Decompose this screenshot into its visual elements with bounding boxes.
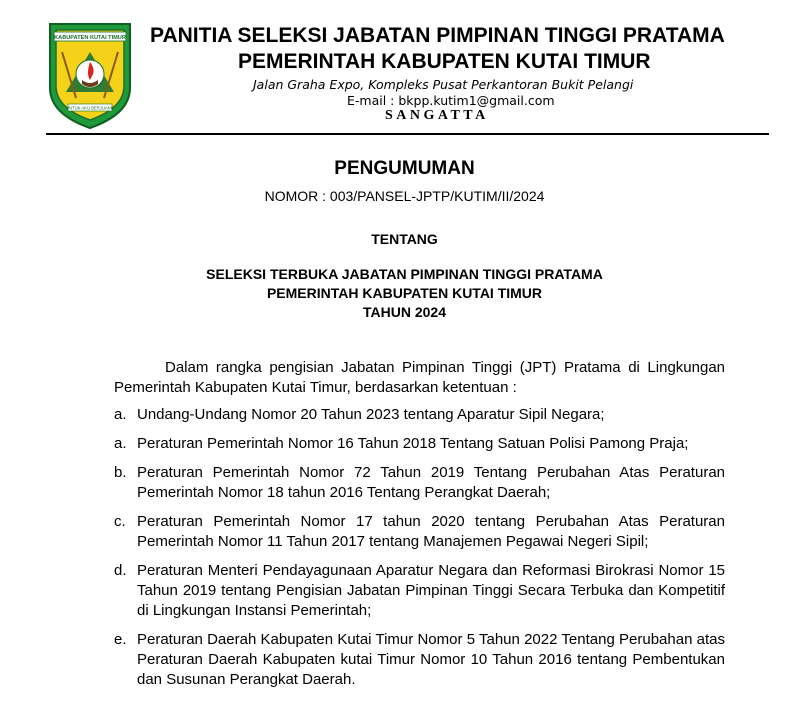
subject-line: PEMERINTAH KABUPATEN KUTAI TIMUR — [266, 285, 543, 301]
org-name-line1: PANITIA SELEKSI JABATAN PIMPINAN TINGGI PRATAMA — [150, 24, 725, 47]
kutai-timur-regency-emblem-icon — [46, 18, 134, 130]
list-item — [114, 405, 725, 425]
list-item-text: Peraturan Menteri Pendayagunaan Aparatur Negara dan Reformasi Birokrasi Nomor 15 Tahun 2019 tentang Pengisian Jabatan Pimpinan Tinggi Secara Terbuka dan Kompetitif di Lingkungan Instansi Pemerintah; — [137, 562, 725, 619]
list-marker: b. — [114, 464, 127, 481]
list-item-text: Undang-Undang Nomor 20 Tahun 2023 tentang Aparatur Sipil Negara; — [137, 406, 605, 423]
list-marker: e. — [114, 631, 127, 648]
list-marker: d. — [114, 562, 127, 579]
subject-line: SELEKSI TERBUKA JABATAN PIMPINAN TINGGI PRATAMA — [206, 266, 603, 282]
list-item-text: Peraturan Pemerintah Nomor 16 Tahun 2018 Tentang Satuan Polisi Pamong Praja; — [137, 435, 689, 452]
list-marker: a. — [114, 406, 127, 423]
list-item-text: Peraturan Daerah Kabupaten Kutai Timur Nomor 5 Tahun 2022 Tentang Perubahan atas Peraturan Daerah Kabupaten kutai Timur Nomor 10 Tahun 2016 tentang Pembentukan dan Susunan Perangkat Daerah. — [137, 631, 725, 688]
svg-text:KABUPATEN KUTAI TIMUR: KABUPATEN KUTAI TIMUR — [54, 35, 126, 41]
list-marker: a. — [114, 435, 127, 452]
list-item — [114, 463, 725, 503]
list-item — [114, 630, 725, 690]
svg-text:UNTUK AKU BERJUANG: UNTUK AKU BERJUANG — [66, 105, 114, 111]
org-email: E-mail : bkpp.kutim1@gmail.com — [347, 93, 555, 108]
about-label: TENTANG — [371, 231, 438, 247]
list-item — [114, 434, 725, 454]
org-city: SANGATTA — [385, 108, 489, 123]
document-number: NOMOR : 003/PANSEL-JPTP/KUTIM/II/2024 — [264, 188, 545, 204]
legal-basis-list — [114, 405, 725, 699]
list-item-text: Peraturan Pemerintah Nomor 72 Tahun 2019 Tentang Perubahan Atas Peraturan Pemerintah Nomor 18 tahun 2016 Tentang Perangkat Daerah; — [137, 464, 725, 501]
org-name-line2: PEMERINTAH KABUPATEN KUTAI TIMUR — [238, 50, 651, 73]
intro-paragraph: Dalam rangka pengisian Jabatan Pimpinan Tinggi (JPT) Pratama di Lingkungan Pemerintah Kabupaten Kutai Timur, berdasarkan ketentuan : — [114, 359, 725, 396]
list-item — [114, 512, 725, 552]
list-item — [114, 561, 725, 621]
letterhead-divider — [46, 133, 769, 135]
list-item-text: Peraturan Pemerintah Nomor 17 tahun 2020 tentang Perubahan Atas Peraturan Pemerintah Nomor 11 Tahun 2017 tentang Manajemen Pegawai Negeri Sipil; — [137, 513, 725, 550]
org-address: Jalan Graha Expo, Kompleks Pusat Perkantoran Bukit Pelangi — [253, 77, 634, 92]
list-marker: c. — [114, 513, 126, 530]
subject-line: TAHUN 2024 — [363, 304, 446, 320]
document-title: PENGUMUMAN — [334, 158, 475, 179]
